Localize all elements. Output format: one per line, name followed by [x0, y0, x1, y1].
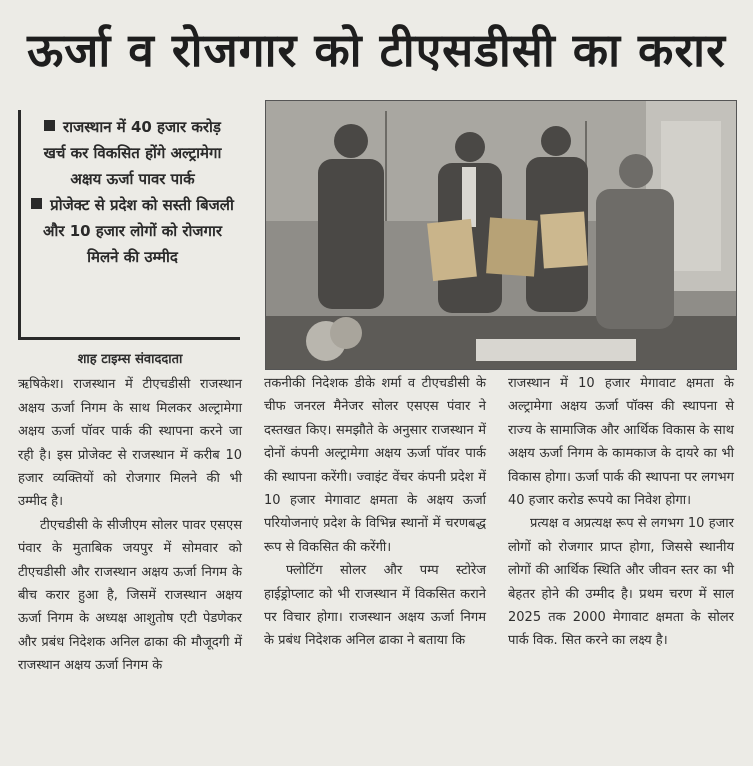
highlight-text: प्रोजेक्ट से प्रदेश को सस्ती बिजली और 10 हजार लोगों को रोजगार मिलने की उम्मीद [43, 196, 234, 266]
article-paragraph: प्रत्यक्ष व अप्रत्यक्ष रूप से लगभग 10 हजार लोगों को रोजगार प्राप्त होगा, जिससे स्थानीय लोगों की आर्थिक स्थिति और जीवन स्तर का भी बेहतर होने की उम्मीद है। प्रथम चरण में साल 2025 तक 2000 मेगावाट क्षमता के सोलर पार्क विक. सित करने का लक्ष्य है। [508, 516, 734, 649]
highlight-item [31, 114, 234, 192]
headline: ऊर्जा व रोजगार को टीएसडीसी का करार [27, 23, 726, 77]
article-column-2 [264, 372, 486, 653]
article-paragraph: ऋषिकेश। राजस्थान में टीएचडीसी राजस्थान अक्षय ऊर्जा निगम के साथ मिलकर अल्ट्रामेगा अक्षय ऊर्जा पॉवर पार्क की स्थापना करने जा रही है। इस प्रोजेक्ट से राजस्थान में करीब 10 हजार व्यक्तियों को रोजगार मिलने की भी उम्मीद है। [18, 377, 242, 510]
article-paragraph: टीएचडीसी के सीजीएम सोलर पावर एसएस पंवार के मुताबिक जयपुर में सोमवार को टीएचडीसी और राजस्थान अक्षय ऊर्जा निगम के बीच करार हुआ है, जिसमें राजस्थान अक्षय ऊर्जा निगम के अध्यक्ष आशुतोष एटी पेडणेकर और प्रबंध निदेशक अनिल ढाका की मौजूदगी में राजस्थान अक्षय ऊर्जा निगम के [18, 517, 242, 674]
mou-signing-photo [266, 101, 736, 369]
article-paragraph: तकनीकी निदेशक डीके शर्मा व टीएचडीसी के चीफ जनरल मैनेजर सोलर एसएस पंवार ने दस्तखत किए। समझौते के अनुसार राजस्थान में दोनों कंपनी अल्ट्रामेगा अक्षय ऊर्जा पॉवर पार्क की स्थापना करेंगी। ज्वाइंट वेंचर कंपनी प्रदेश में 10 हजार मेगावाट क्षमता के अक्षय ऊर्जा परियोजनाएं प्रदेश के विभिन्न स्थानों में चरणबद्ध रूप से विकसित की करेंगी। [264, 376, 486, 555]
news-photo [265, 100, 737, 370]
highlight-item [31, 192, 234, 270]
square-bullet-icon [44, 120, 55, 131]
article-paragraph: राजस्थान में 10 हजार मेगावाट क्षमता के अल्ट्रामेगा अक्षय ऊर्जा पॉक्स की स्थापना से राज्य के सामाजिक और आर्थिक विकास के साथ अक्षय ऊर्जा निगम के कामकाज के दायरे का भी विकास होगा। ऊर्जा पार्क की स्थापना पर लगभग 40 हजार करोड रूपये का निवेश होगा। [508, 376, 734, 509]
highlight-text: राजस्थान में 40 हजार करोड़ खर्च कर विकसित होंगे अल्ट्रामेगा अक्षय ऊर्जा पावर पार्क [43, 118, 222, 188]
article-paragraph: फ्लोटिंग सोलर और पम्प स्टोरेज हाईड्रोप्लाट को भी राजस्थान में विकसित कराने पर विचार होगा। राजस्थान अक्षय ऊर्जा निगम के प्रबंध निदेशक अनिल ढाका ने बताया कि [264, 563, 486, 649]
article-column-1 [18, 348, 242, 678]
article-column-3 [508, 372, 734, 653]
byline: शाह टाइम्स संवाददाता [77, 352, 183, 367]
highlights-box [18, 110, 240, 340]
square-bullet-icon [31, 198, 42, 209]
